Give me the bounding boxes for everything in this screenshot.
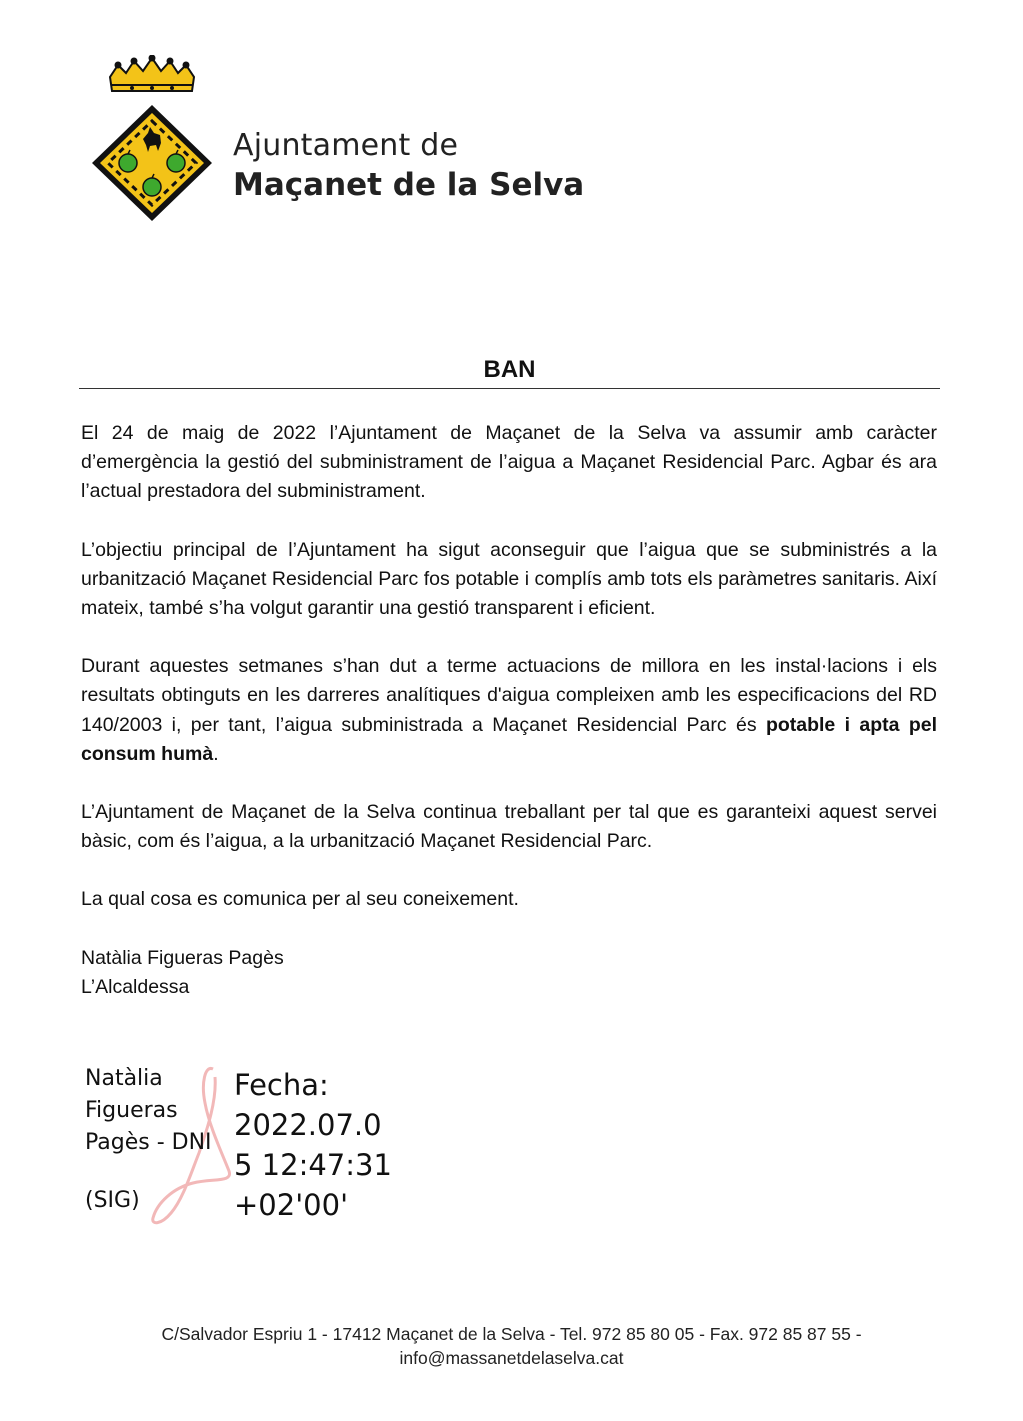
coat-of-arms-logo — [88, 55, 218, 225]
paragraph-4: L’Ajuntament de Maçanet de la Selva continua treballant per tal que es garanteixi aquest servei bàsic, com és l’aigua, a la urbanització Maçanet Residencial Parc. — [81, 801, 937, 853]
document-title: BAN — [483, 356, 536, 383]
signature-date — [234, 1065, 392, 1225]
footer-address: C/Salvador Espriu 1 - 17412 Maçanet de la Selva - Tel. 972 85 80 05 - Fax. 972 85 87 55 - — [161, 1324, 862, 1344]
crown-icon — [110, 55, 194, 91]
org-name-line1: Ajuntament de — [233, 128, 459, 163]
paragraph-5: La qual cosa es comunica per al seu coneixement. — [81, 888, 519, 911]
signature-date-line4: +02'00' — [234, 1188, 349, 1222]
organization-name — [233, 128, 584, 203]
signature-name-line3: Pagès - DNI — [85, 1130, 212, 1155]
signature-date-line2: 2022.07.0 — [234, 1108, 382, 1142]
paragraph-3 — [81, 652, 937, 769]
title-divider — [79, 388, 940, 389]
signature-name-line2: Figueras — [85, 1098, 178, 1123]
paragraph-3-text: Durant aquestes setmanes s’han dut a terme actuacions de millora en les instal·lacions i els resultats obtinguts en les darreres analítiques d'aigua compleixen amb les especificacions del RD 140/2003 i, per tant, l’aigua subministrada a Maçanet Residencial Parc és — [81, 655, 937, 736]
org-name-line2: Maçanet de la Selva — [233, 167, 585, 203]
signer-role: L’Alcaldessa — [81, 975, 190, 998]
paragraph-3-emphasis: potable i apta pel consum humà — [81, 713, 938, 765]
footer-contact — [40, 1322, 983, 1370]
shield-icon — [92, 105, 212, 221]
digital-signature-block — [85, 1063, 415, 1233]
signature-name — [85, 1063, 212, 1217]
paragraph-2: L’objectiu principal de l’Ajuntament ha sigut aconseguir que l’aigua que se subministrés a la urbanització Maçanet Residencial Parc fos potable i complís amb tots els paràmetres sanitaris. Així mateix, també s’ha volgut garantir una gestió transparent i eficient. — [81, 538, 937, 620]
paragraph-3-end: . — [213, 742, 219, 765]
signature-name-line1: Natàlia — [85, 1066, 163, 1091]
paragraph-1: El 24 de maig de 2022 l’Ajuntament de Maçanet de la Selva va assumir amb caràcter d’emergència la gestió del subministrament de l’aigua a Maçanet Residencial Parc. Agbar és ara l’actual prestadora del subministrament. — [81, 422, 937, 503]
signer-name: Natàlia Figueras Pagès — [81, 946, 284, 969]
signature-date-line1: Fecha: — [234, 1068, 329, 1102]
signature-date-line3: 5 12:47:31 — [234, 1148, 392, 1182]
document-body — [81, 419, 937, 1002]
footer-email: info@massanetdelaselva.cat — [399, 1348, 624, 1368]
signature-tag: (SIG) — [85, 1188, 140, 1213]
